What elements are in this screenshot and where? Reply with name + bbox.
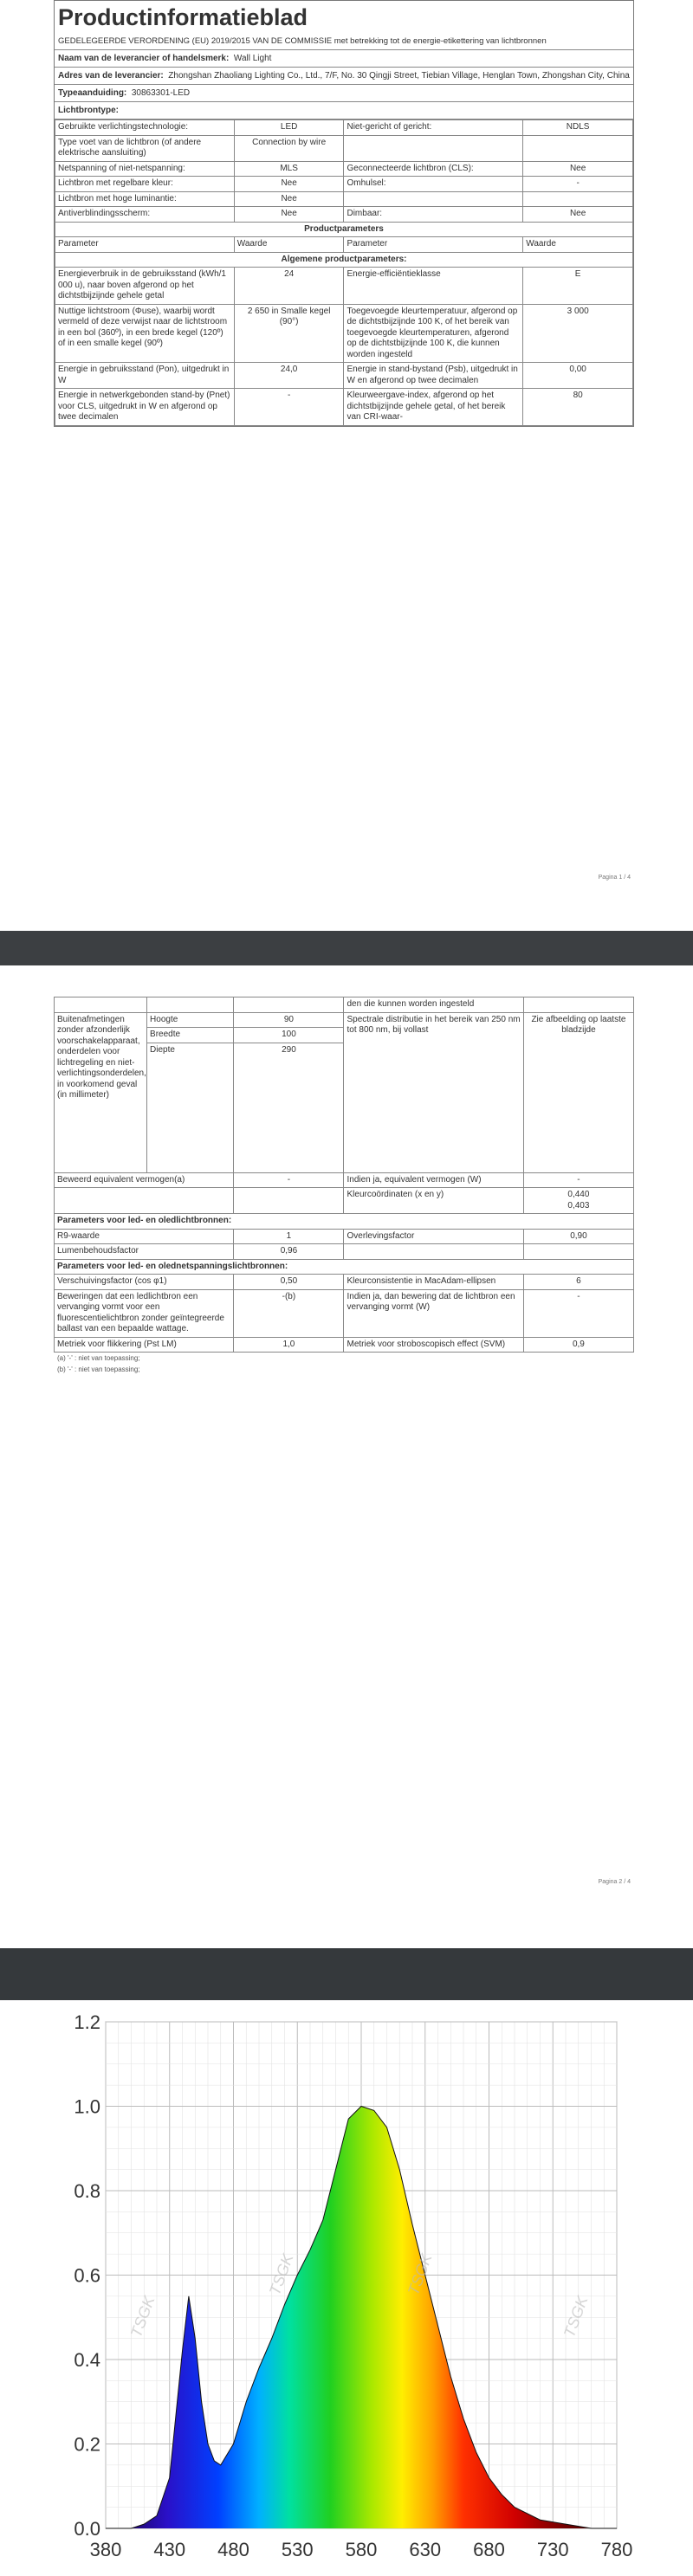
page-2 xyxy=(54,965,634,1948)
mains-params-heading: Parameters voor led- en olednetspanningslichtbronnen: xyxy=(55,1259,634,1275)
chroma-y: 0,403 xyxy=(567,1200,590,1211)
nondir-label: Niet-gericht of gericht: xyxy=(344,120,523,136)
x-tick-label: 380 xyxy=(89,2539,122,2560)
supplier-name-row xyxy=(55,50,633,68)
watermark-text: TSGK xyxy=(126,2294,159,2340)
table-row xyxy=(55,304,633,363)
dim-value: Nee xyxy=(523,207,633,223)
lumen-value: 0,96 xyxy=(234,1244,344,1260)
footnote-b: (b) '-' : niet van toepassing; xyxy=(57,1365,140,1373)
supplier-address-row xyxy=(55,68,633,85)
col-value-header: Waarde xyxy=(234,237,344,253)
cap-value: Connection by wire xyxy=(234,135,344,161)
svm-label: Metriek voor stroboscopisch effect (SVM) xyxy=(344,1337,523,1353)
dim-label: Dimbaar: xyxy=(344,207,523,223)
hl-value: Nee xyxy=(234,191,344,207)
claims-w-value: - xyxy=(523,1289,633,1337)
col-param-header-2: Parameter xyxy=(344,237,523,253)
pf-label: Verschuivingsfactor (cos φ1) xyxy=(55,1275,234,1290)
col-value-header-2: Waarde xyxy=(523,237,633,253)
y-tick-label: 0.4 xyxy=(74,2349,100,2371)
table-row xyxy=(55,1172,634,1188)
envelope-label: Omhulsel: xyxy=(344,177,523,192)
page-title: Productinformatieblad xyxy=(58,4,308,30)
x-tick-label: 580 xyxy=(345,2539,378,2560)
table-row xyxy=(55,161,633,177)
table-row xyxy=(55,1275,634,1290)
equiv-value: - xyxy=(234,1172,344,1188)
supplier-address: Zhongshan Zhaoliang Lighting Co., Ltd., 7/F, No. 30 Qingji Street, Tiebian Village, Henglan Town, Zhongshan City, China xyxy=(168,71,630,81)
supplier-name: Wall Light xyxy=(233,54,272,63)
flicker-value: 1,0 xyxy=(234,1337,344,1353)
glare-value: Nee xyxy=(234,207,344,223)
mains-value: MLS xyxy=(234,161,344,177)
type-value: 30863301-LED xyxy=(131,88,191,98)
spectrum-chart xyxy=(54,2000,634,2572)
envelope-value: - xyxy=(523,177,633,192)
depth-value: 290 xyxy=(234,1043,344,1172)
params-table-2 xyxy=(54,997,634,1353)
x-tick-label: 530 xyxy=(281,2539,314,2560)
height-label: Hoogte xyxy=(147,1012,234,1028)
width-value: 100 xyxy=(234,1028,344,1043)
chroma-label: Kleurcoördinaten (x en y) xyxy=(344,1188,523,1214)
page-number: Pagina 2 / 4 xyxy=(598,1879,631,1885)
regulation-text: GEDELEGEERDE VERORDENING (EU) 2019/2015 VAN DE COMMISSIE met betrekking tot de energie-etikettering van lichtbronnen xyxy=(55,33,633,50)
tech-value: LED xyxy=(234,120,344,136)
supplier-name-label: Naam van de leverancier of handelsmerk: xyxy=(58,54,230,63)
r9-value: 1 xyxy=(234,1229,344,1244)
table-row xyxy=(55,1259,634,1275)
survival-label: Overlevingsfactor xyxy=(344,1229,523,1244)
y-tick-label: 0.0 xyxy=(74,2518,100,2540)
cls-label: Geconnecteerde lichtbron (CLS): xyxy=(344,161,523,177)
pon-value: 24,0 xyxy=(234,363,344,389)
flux-label: Nuttige lichtstroom (Φuse), waarbij wordt vermeld of deze verwijst naar de lichtstroom in een bol (360º), in een brede kegel (120º) of in een smalle kegel (90º) xyxy=(55,304,235,363)
eclass-label: Energie-efficiëntieklasse xyxy=(344,268,523,305)
chroma-x: 0,440 xyxy=(567,1190,590,1199)
tech-label: Gebruikte verlichtingstechnologie: xyxy=(55,120,235,136)
color-label: Lichtbron met regelbare kleur: xyxy=(55,177,235,192)
svm-value: 0,9 xyxy=(523,1337,633,1353)
y-tick-label: 0.8 xyxy=(74,2180,100,2202)
nondir-value: NDLS xyxy=(523,120,633,136)
r9-label: R9-waarde xyxy=(55,1229,234,1244)
type-label: Typeaanduiding: xyxy=(58,88,127,98)
y-tick-label: 0.6 xyxy=(74,2264,100,2287)
spectrum-svg xyxy=(54,2000,634,2572)
table-row xyxy=(55,177,633,192)
survival-value: 0,90 xyxy=(523,1229,633,1244)
spd-value: Zie afbeelding op laatste bladzijde xyxy=(523,1012,633,1172)
watermark-text: TSGK xyxy=(265,2251,297,2298)
y-tick-label: 1.2 xyxy=(74,2011,100,2033)
energy-value: 24 xyxy=(234,268,344,305)
table-row xyxy=(55,191,633,207)
equiv-w-label: Indien ja, equivalent vermogen (W) xyxy=(344,1172,523,1188)
glare-label: Antiverblindingsscherm: xyxy=(55,207,235,223)
cct-value: 3 000 xyxy=(523,304,633,363)
cri-value: 80 xyxy=(523,389,633,426)
psb-label: Energie in stand-bystand (Psb), uitgedrukt in W en afgerond op twee decimalen xyxy=(344,363,523,389)
x-tick-label: 630 xyxy=(409,2539,442,2560)
macadam-value: 6 xyxy=(523,1275,633,1290)
table-row xyxy=(55,1214,634,1230)
y-tick-label: 1.0 xyxy=(74,2095,100,2118)
page-1-sheet xyxy=(54,0,634,427)
eclass-value: E xyxy=(523,268,633,305)
table-row xyxy=(55,389,633,426)
equiv-label: Beweerd equivalent vermogen(a) xyxy=(55,1172,234,1188)
pon-label: Energie in gebruiksstand (Pon), uitgedrukt in W xyxy=(55,363,235,389)
energy-label: Energieverbruik in de gebruiksstand (kWh/1 000 u), naar boven afgerond op het dichtstbijzijnde gehele getal xyxy=(55,268,235,305)
table-row xyxy=(55,222,633,237)
general-params-heading: Algemene productparameters: xyxy=(55,252,633,268)
claims-w-label: Indien ja, dan bewering dat de lichtbron een vervanging vormt (W) xyxy=(344,1289,523,1337)
hl-label: Lichtbron met hoge luminantie: xyxy=(55,191,235,207)
table-row xyxy=(55,1337,634,1353)
table-row xyxy=(55,237,633,253)
x-tick-label: 780 xyxy=(600,2539,633,2560)
mains-label: Netspanning of niet-netspanning: xyxy=(55,161,235,177)
x-tick-label: 430 xyxy=(153,2539,186,2560)
table-row xyxy=(55,363,633,389)
x-tick-label: 730 xyxy=(536,2539,569,2560)
depth-label: Diepte xyxy=(147,1043,234,1172)
table-row xyxy=(55,1289,634,1337)
table-row xyxy=(55,135,633,161)
flicker-label: Metriek voor flikkering (Pst LM) xyxy=(55,1337,234,1353)
page-separator xyxy=(0,931,693,965)
pnet-label: Energie in netwerkgebonden stand-by (Pnet) voor CLS, uitgedrukt in W en afgerond op twee decimalen xyxy=(55,389,235,426)
table-row xyxy=(55,120,633,136)
col-param-header: Parameter xyxy=(55,237,235,253)
table-row xyxy=(55,207,633,223)
x-tick-label: 480 xyxy=(217,2539,249,2560)
supplier-address-label: Adres van de leverancier: xyxy=(58,71,164,81)
cls-value: Nee xyxy=(523,161,633,177)
watermark-text: TSGK xyxy=(404,2251,436,2298)
type-row xyxy=(55,85,633,102)
color-value: Nee xyxy=(234,177,344,192)
equiv-w-value: - xyxy=(523,1172,633,1188)
table-row xyxy=(55,1188,634,1214)
x-tick-label: 680 xyxy=(473,2539,505,2560)
table-row xyxy=(55,1012,634,1028)
pnet-value: - xyxy=(234,389,344,426)
page-separator xyxy=(0,1948,693,2000)
psb-value: 0,00 xyxy=(523,363,633,389)
outer-label: Buitenafmetingen zonder afzonderlijk voorschakelapparaat, onderdelen voor lichtregeling en niet-verlichtingsonderdelen, in voorkomend geval (in millimeter) xyxy=(55,1012,147,1172)
page-1 xyxy=(54,0,634,931)
lightsource-table xyxy=(55,119,633,426)
cri-cont: den die kunnen worden ingesteld xyxy=(344,997,523,1013)
lightsource-type-heading: Lichtbrontype: xyxy=(55,102,633,119)
cct-label: Toegevoegde kleurtemperatuur, afgerond op de dichtstbijzijnde 100 K, of het bereik van toegevoegde kleurtemperaturen, afgerond op de dichtstbijzijnde 100 K, die kunnen worden ingesteld xyxy=(344,304,523,363)
width-label: Breedte xyxy=(147,1028,234,1043)
cap-label: Type voet van de lichtbron (of andere elektrische aansluiting) xyxy=(55,135,235,161)
footnote-a: (a) '-' : niet van toepassing; xyxy=(57,1354,140,1362)
y-tick-label: 0.2 xyxy=(74,2433,100,2456)
cri-label: Kleurweergave-index, afgerond op het dichtstbijzijnde gehele getal, of het bereik van CRI-waar- xyxy=(344,389,523,426)
watermark-text: TSGK xyxy=(560,2294,592,2340)
led-params-heading: Parameters voor led- en oledlichtbronnen: xyxy=(55,1214,634,1230)
claims-value: -(b) xyxy=(234,1289,344,1337)
height-value: 90 xyxy=(234,1012,344,1028)
flux-value: 2 650 in Smalle kegel (90°) xyxy=(234,304,344,363)
claims-label: Beweringen dat een ledlichtbron een vervanging vormt voor een fluorescentielichtbron zonder geïntegreerde ballast van een bepaalde wattage. xyxy=(55,1289,234,1337)
chroma-values xyxy=(523,1188,633,1214)
spd-label: Spectrale distributie in het bereik van 250 nm tot 800 nm, bij vollast xyxy=(344,1012,523,1172)
table-row xyxy=(55,1229,634,1244)
pf-value: 0,50 xyxy=(234,1275,344,1290)
lumen-label: Lumenbehoudsfactor xyxy=(55,1244,234,1260)
table-row xyxy=(55,252,633,268)
macadam-label: Kleurconsistentie in MacAdam-ellipsen xyxy=(344,1275,523,1290)
page-number: Pagina 1 / 4 xyxy=(598,875,631,881)
product-params-heading: Productparameters xyxy=(55,222,633,237)
table-row xyxy=(55,997,634,1013)
table-row xyxy=(55,1244,634,1260)
table-row xyxy=(55,268,633,305)
